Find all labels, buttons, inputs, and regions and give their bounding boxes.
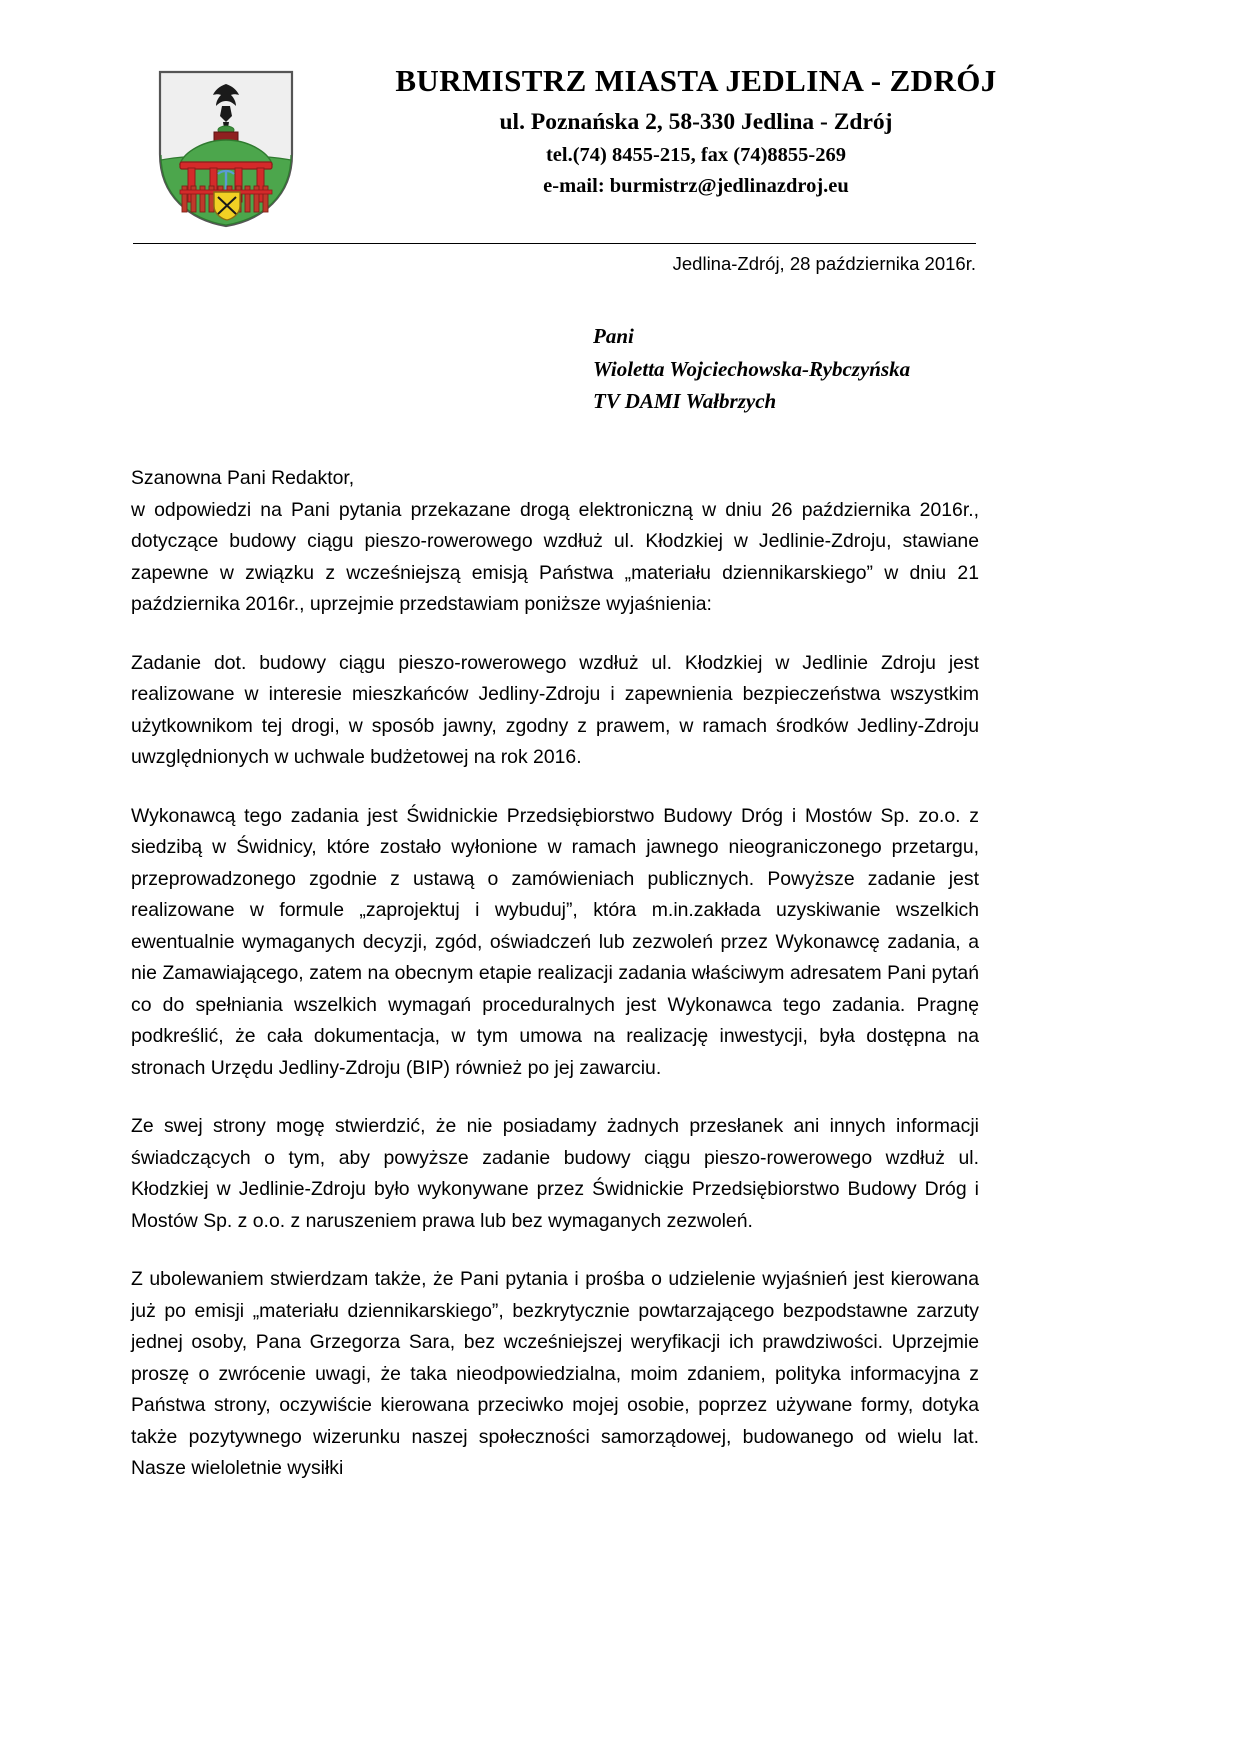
body-paragraph-3: Wykonawcą tego zadania jest Świdnickie Przedsiębiorstwo Budowy Dróg i Mostów Sp. zo.o. z siedzibą w Świdnicy, które zostało wyłonione w ramach jawnego nieograniczonego przetargu, przeprowadzonego zgodnie z ustawą o zamówieniach publicznych. Powyższe zadanie jest realizowane w formule „zaprojektuj i wybuduj”, która m.in.zakłada uzyskiwanie wszelkich ewentualnie wymaganych decyzji, zgód, oświadczeń lub zezwoleń przez Wykonawcę zadania, a nie Zamawiającego, zatem na obecnym etapie realizacji zadania właściwym adresatem Pani pytań co do spełniania wszelkich wymagań proceduralnych jest Wykonawca tego zadania. Pragnę podkreślić, że cała dokumentacja, w tym umowa na realizację inwestycji, była dostępna na stronach Urzędu Jedliny-Zdroju (BIP) również po jej zawarciu. [131,804,979,1079]
coat-of-arms-crest-icon [152,62,302,228]
addressee-organization: TV DAMI Wałbrzych [593,389,777,414]
header-divider [133,243,976,244]
crest-svg [152,68,300,228]
addressee-salutation: Pani [593,324,634,348]
letter-body [131,463,979,1485]
office-email: e-mail: burmistrz@jedlinazdroj.eu [543,174,849,197]
date-line: Jedlina-Zdrój, 28 października 2016r. [672,253,976,274]
letterhead-text [302,62,1240,202]
body-paragraph-4: Ze swej strony mogę stwierdzić, że nie posiadamy żadnych przesłanek ani innych informacji świadczących o tym, aby powyższe zadanie budowy ciągu pieszo-rowerowego wzdłuż ul. Kłodzkiej w Jedlinie-Zdroju było wykonywane przez Świdnickie Przedsiębiorstwo Budowy Dróg i Mostów Sp. z o.o. z naruszeniem prawa lub bez wymaganych zezwoleń. [131,1115,979,1232]
body-paragraph-1: w odpowiedzi na Pani pytania przekazane drogą elektroniczną w dniu 26 października 2016r., dotyczące budowy ciągu pieszo-rowerowego wzdłuż ul. Kłodzkiej w Jedlinie-Zdroju, stawiane zapewne w związku z wcześniejszą emisją Państwa „materiału dziennikarskiego” w dniu 21 października 2016r., uprzejmie przedstawiam poniższe wyjaśnienia: [131,498,979,615]
addressee-name: Wioletta Wojciechowska-Rybczyńska [593,356,911,381]
letterhead [0,62,1240,228]
body-paragraph-2: Zadanie dot. budowy ciągu pieszo-rowerowego wzdłuż ul. Kłodzkiej w Jedlinie Zdroju jest realizowane w interesie mieszkańców Jedliny-Zdroju i zapewnienia bezpieczeństwa wszystkim użytkownikom tej drogi, w sposób jawny, zgodny z prawem, w ramach środków Jedliny-Zdroju uwzględnionych w uchwale budżetowej na rok 2016. [131,651,979,768]
office-title: BURMISTRZ MIASTA JEDLINA - ZDRÓJ [395,63,997,98]
addressee-block [593,320,910,418]
body-salutation: Szanowna Pani Redaktor, [131,467,355,489]
body-paragraph-5: Z ubolewaniem stwierdzam także, że Pani pytania i prośba o udzielenie wyjaśnień jest kierowana już po emisji „materiału dziennikarskiego”, bezkrytycznie powtarzającego bezpodstawne zarzuty jednej osoby, Pana Grzegorza Sara, bez wcześniejszej weryfikacji ich prawdziwości. Uprzejmie proszę o zwrócenie uwagi, że taka nieodpowiedzialna, moim zdaniem, polityka informacyjna z Państwa strony, oczywiście kierowana przeciwko mojej osobie, poprzez używane formy, dotyka także pozytywnego wizerunku naszej społeczności samorządowej, budowanego od wielu lat. Nasze wieloletnie wysiłki [131,1268,979,1479]
office-phone: tel.(74) 8455-215, fax (74)8855-269 [545,144,847,166]
office-address: ul. Poznańska 2, 58-330 Jedlina - Zdrój [499,108,893,135]
